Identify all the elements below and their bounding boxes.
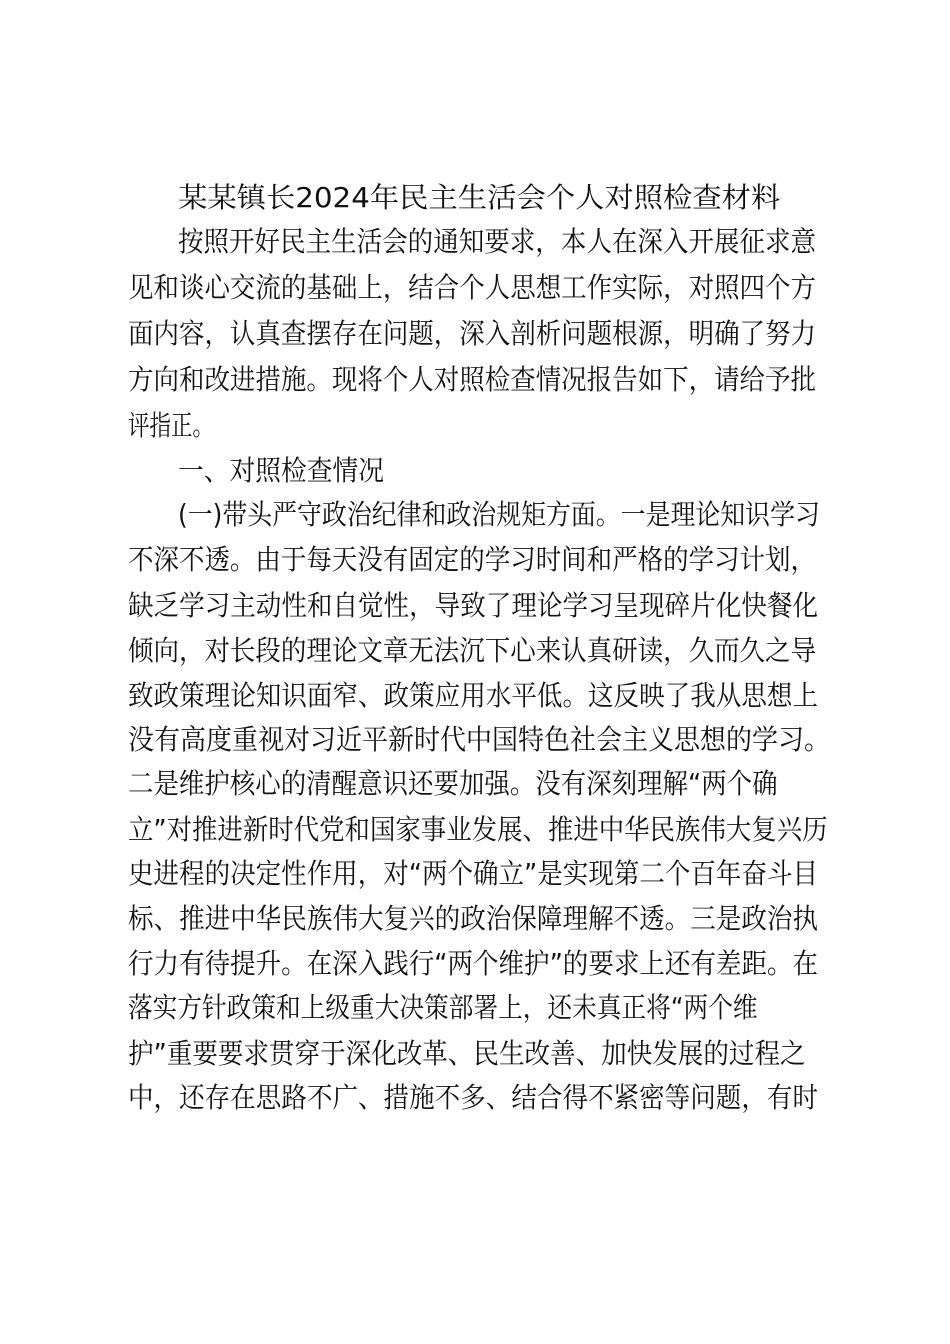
paragraph-line: 见和谈心交流的基础上，结合个人思想工作实际，对照四个方 — [128, 271, 817, 304]
paragraph-line: 二是维护核心的清醒意识还要加强。没有深刻理解“两个确 — [128, 767, 778, 800]
section-heading: 一、对照检查情况 — [178, 454, 385, 487]
paragraph-line: 面内容，认真查摆存在问题，深入剖析问题根源，明确了努力 — [128, 317, 817, 350]
paragraph-line: 标、推进中华民族伟大复兴的政治保障理解不透。三是政治执 — [128, 902, 819, 935]
paragraph-line: 中，还存在思路不广、措施不多、结合得不紧密等问题，有时 — [128, 1081, 819, 1114]
paragraph-line: 史进程的决定性作用，对“两个确立”是实现第二个百年奋斗目 — [128, 857, 819, 890]
paragraph-line: 致政策理论知识面窄、政策应用水平低。这反映了我从思想上 — [128, 679, 819, 712]
paragraph-line: 缺乏学习主动性和自觉性，导致了理论学习呈现碎片化快餐化 — [128, 589, 819, 622]
document-title: 某某镇长2024年民主生活会个人对照检查材料 — [178, 181, 781, 214]
paragraph-line: 护”重要要求贯穿于深化改革、民生改善、加快发展的过程之 — [128, 1037, 806, 1070]
paragraph-line: 方向和改进措施。现将个人对照检查情况报告如下，请给予批 — [128, 363, 817, 396]
paragraph-line: (一)带头严守政治纪律和政治规矩方面。一是理论知识学习 — [178, 498, 820, 531]
paragraph-line: 倾向，对长段的理论文章无法沉下心来认真研读，久而久之导 — [128, 634, 817, 667]
paragraph-line: 行力有待提升。在深入践行“两个维护”的要求上还有差距。在 — [128, 947, 819, 980]
paragraph-line: 评指正。 — [128, 409, 215, 442]
paragraph-line: 按照开好民主生活会的通知要求，本人在深入开展征求意 — [178, 225, 817, 258]
paragraph-line: 不深不透。由于每天没有固定的学习时间和严格的学习计划， — [128, 543, 817, 576]
paragraph-line: 立”对推进新时代党和国家事业发展、推进中华民族伟大复兴历 — [128, 813, 828, 846]
paragraph-line: 没有高度重视对习近平新时代中国特色社会主义思想的学习。 — [128, 723, 831, 756]
paragraph-line: 落实方针政策和上级重大决策部署上，还未真正将“两个维 — [128, 991, 758, 1024]
